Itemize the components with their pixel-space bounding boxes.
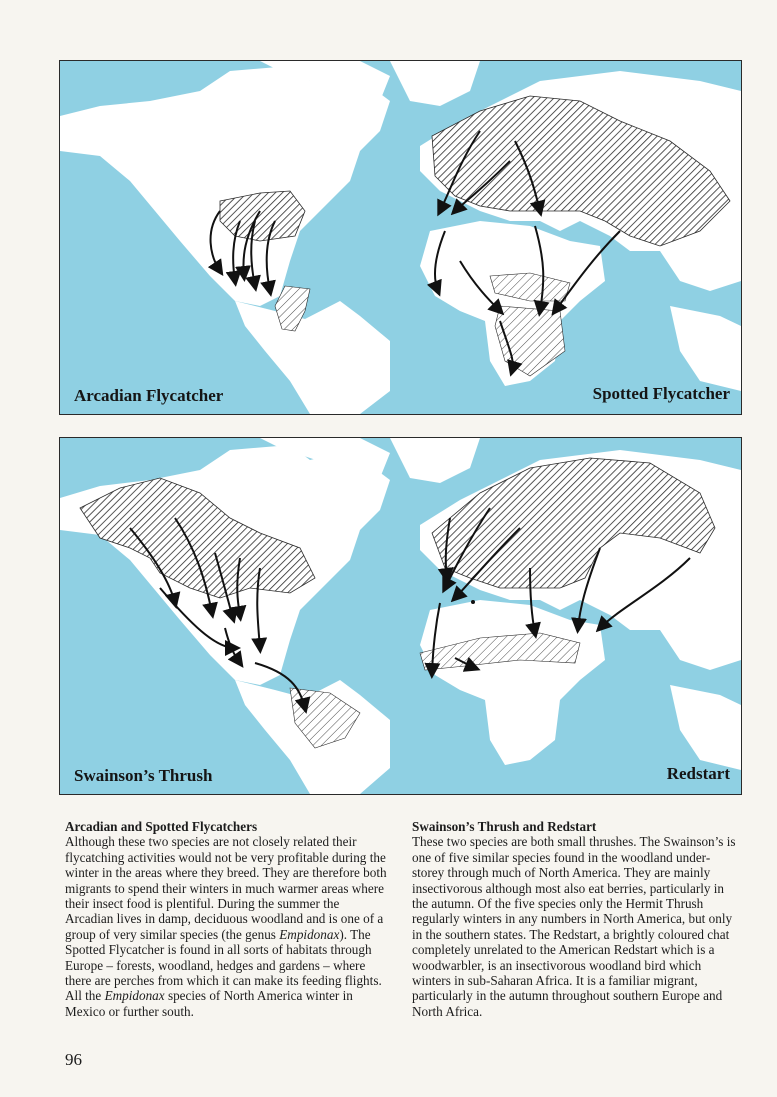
section-thrush-redstart [412,819,742,1019]
page-number: 96 [65,1050,82,1069]
map-label-spotted: Spotted Flycatcher [592,384,730,403]
genus-name-2: Empidonax [104,988,165,1004]
map-label-arcadian: Arcadian Flycatcher [74,386,224,405]
body-text-part-1: Although these two species are not closely related their flycatching activities would not be very profitable during the winter in the areas where they breed. They are therefore both migrants to spend their winters in much warmer areas where their insect food is plentiful. During the summer the Arcadian lives in damp, deciduous woodland and is one of a group of very similar species (the genus [65,834,387,942]
map-arcadian-spotted [59,60,742,415]
world-map-bottom [60,438,741,794]
world-map-top [60,61,741,414]
map-swainsons-redstart [59,437,742,795]
genus-name-1: Empidonax [279,926,340,942]
map-label-redstart: Redstart [666,764,730,783]
section-body-flycatchers [65,834,390,1019]
map-label-swainsons: Swainson’s Thrush [74,766,213,785]
body-text-part-3: species of North America winter in Mexico or further south. [65,988,353,1019]
section-body-thrush-redstart: These two species are both small thrushes. The Swainson’s is one of five similar species found in the woodland under-storey through much of North America. They are mainly insectivorous although most also eat berries, particularly in the autumn. Of the five species only the Hermit Thrush regularly winters in any numbers in North America, but only in the southern states. The Redstart, a brightly coloured chat completely unrelated to the American Redstart which is a woodwarbler, is an insectivorous woodland bird which winters in sub-Saharan Africa. It is a familiar migrant, particularly in the autumn throughout southern Europe and North Africa. [412,834,736,1019]
section-flycatchers [65,819,390,1019]
section-heading-flycatchers: Arcadian and Spotted Flycatchers [65,819,258,834]
section-heading-thrush-redstart: Swainson’s Thrush and Redstart [412,819,597,834]
body-text-part-2: ). The Spotted Flycatcher is found in all sorts of habitats through Europe – forests, woodland, hedges and gardens – where there are perches from which it can make its feeding flights. All the [65,926,382,1004]
